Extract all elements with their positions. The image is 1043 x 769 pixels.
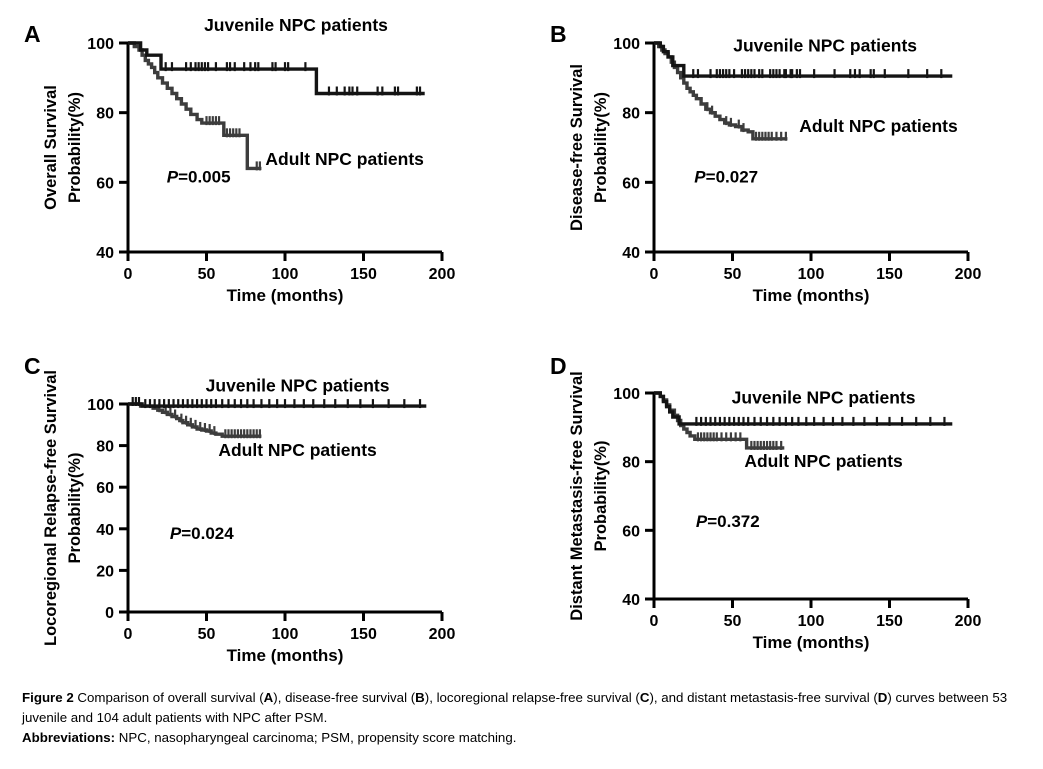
y-axis-title-line2: Probability(%) [592, 440, 610, 552]
x-tick-label: 200 [428, 266, 456, 283]
x-axis-title: Time (months) [752, 286, 870, 305]
y-tick-label: 40 [96, 521, 114, 539]
y-tick-label: 100 [87, 36, 114, 53]
x-tick-label: 100 [271, 266, 299, 283]
x-tick-label: 200 [954, 266, 982, 283]
figure-caption [22, 688, 1024, 749]
y-tick-label: 80 [96, 438, 114, 456]
x-tick-label: 100 [271, 626, 299, 643]
y-tick-label: 100 [613, 386, 640, 403]
y-tick-label: 40 [622, 592, 640, 609]
caption-segment: Comparison of overall survival ( [77, 690, 264, 705]
caption-segment: Figure 2 [22, 690, 78, 705]
p-value-label: P=0.027 [694, 167, 759, 187]
y-tick-label: 0 [105, 605, 114, 622]
y-tick-label: 100 [87, 397, 114, 414]
y-axis-title-line2: Probability(%) [592, 92, 610, 203]
x-axis-title: Time (months) [226, 646, 344, 665]
caption-segment: Abbreviations: [22, 730, 119, 746]
p-value-label: P=0.005 [166, 167, 231, 187]
panel-letter: D [550, 353, 567, 379]
p-value-label: P=0.372 [695, 511, 760, 531]
x-tick-label: 50 [723, 266, 742, 283]
adult-series-label: Adult NPC patients [218, 440, 377, 460]
caption-segment: NPC, nasopharyngeal carcinoma; PSM, propensity score matching. [118, 730, 517, 746]
x-tick-label: 150 [876, 266, 903, 283]
juvenile-series-label: Juvenile NPC patients [204, 14, 388, 35]
y-tick-label: 60 [622, 175, 640, 193]
caption-segment: ), and distant metastasis-free survival ( [649, 690, 878, 705]
panel-a-chart [6, 4, 516, 334]
x-tick-label: 150 [350, 266, 377, 283]
adult-curve [128, 43, 261, 168]
panel-b-chart [532, 4, 1042, 334]
y-tick-label: 60 [622, 523, 640, 541]
adult-series-label: Adult NPC patients [744, 450, 903, 471]
x-axis-title: Time (months) [226, 286, 344, 305]
y-tick-label: 100 [613, 36, 640, 53]
panel-c-locoregional-relapse-free-survival [6, 336, 516, 666]
panel-letter: C [24, 353, 41, 379]
panel-letter: B [550, 21, 567, 47]
x-tick-label: 150 [876, 613, 903, 630]
caption-segment: A [263, 690, 274, 705]
y-tick-label: 40 [96, 245, 114, 262]
y-axis-title-line2: Probability(%) [66, 452, 84, 564]
x-tick-label: 100 [797, 613, 825, 630]
y-axis-title-line1: Locoregional Relapse-free Survival [42, 369, 60, 647]
panel-d-chart [532, 336, 1042, 666]
y-tick-label: 80 [96, 105, 114, 123]
x-tick-label: 0 [649, 613, 659, 630]
adult-censor-ticks [707, 102, 786, 141]
y-tick-label: 60 [96, 175, 114, 193]
y-axis-title-line1: Distant Metastasis-free Survival [568, 371, 586, 621]
caption-segment: D [877, 690, 888, 705]
x-tick-label: 200 [954, 613, 982, 630]
y-tick-label: 80 [622, 105, 640, 123]
juvenile-series-label: Juvenile NPC patients [731, 387, 916, 408]
y-tick-label: 20 [96, 563, 114, 581]
y-axis-title-line1: Overall Survival [42, 85, 60, 210]
y-axis-title-line2: Probability(%) [66, 92, 84, 203]
x-tick-label: 50 [197, 266, 216, 283]
juvenile-censor-ticks [166, 62, 420, 95]
p-value-label: P=0.024 [169, 524, 234, 544]
caption-segment: ) curves between 53 juvenile and 104 adult patients with NPC after PSM. [22, 690, 1008, 726]
panel-d-distant-metastasis-free-survival [532, 336, 1042, 666]
y-tick-label: 60 [96, 480, 114, 498]
x-tick-label: 0 [649, 266, 659, 283]
juvenile-series-label: Juvenile NPC patients [733, 35, 918, 56]
panel-b-disease-free-survival [532, 4, 1042, 334]
adult-series-label: Adult NPC patients [265, 148, 424, 169]
x-tick-label: 150 [350, 626, 377, 643]
caption-segment: ), disease-free survival ( [273, 690, 416, 705]
caption-segment: ), locoregional relapse-free survival ( [424, 690, 640, 705]
x-tick-label: 50 [723, 613, 742, 630]
caption-segment: C [639, 690, 650, 705]
caption-abbreviations [22, 728, 1024, 748]
panel-c-chart [6, 336, 516, 666]
panel-a-overall-survival [6, 4, 516, 334]
adult-censor-ticks [159, 403, 259, 438]
y-tick-label: 40 [622, 245, 640, 262]
x-tick-label: 200 [428, 626, 456, 643]
x-axis-title: Time (months) [752, 633, 870, 652]
caption-segment: B [415, 690, 425, 705]
x-tick-label: 100 [797, 266, 825, 283]
y-tick-label: 80 [622, 454, 640, 472]
panel-letter: A [24, 21, 41, 47]
x-tick-label: 50 [197, 626, 216, 643]
juvenile-series-label: Juvenile NPC patients [205, 375, 390, 396]
caption-text [22, 688, 1024, 728]
x-tick-label: 0 [123, 266, 133, 283]
y-axis-title-line1: Disease-free Survival [568, 64, 586, 231]
adult-series-label: Adult NPC patients [799, 115, 958, 136]
x-tick-label: 0 [123, 626, 133, 643]
